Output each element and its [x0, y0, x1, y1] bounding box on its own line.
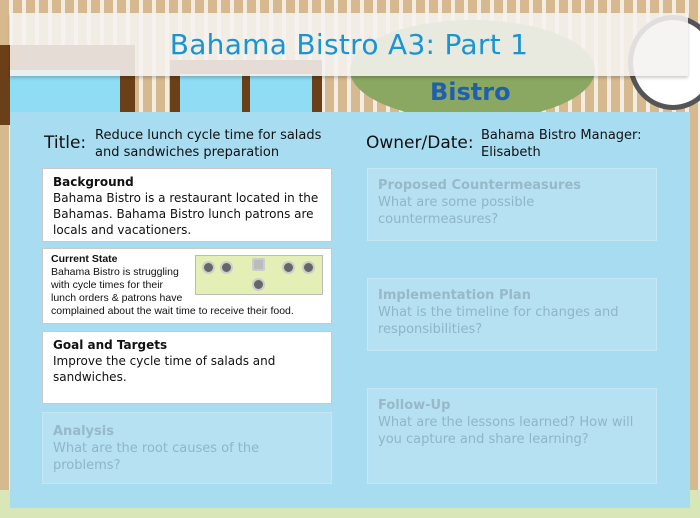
section-heading: Background [53, 175, 134, 189]
page-title: Bahama Bistro A3: Part 1 [169, 28, 529, 61]
section-heading: Goal and Targets [53, 338, 168, 352]
owner-value: Bahama Bistro Manager: Elisabeth [481, 128, 642, 160]
goal-section[interactable] [42, 331, 332, 404]
background-section[interactable] [42, 168, 332, 242]
countermeasures-section[interactable] [367, 168, 657, 241]
section-heading: Proposed Countermeasures [378, 178, 582, 193]
section-text: Improve the cycle time of salads and sandwiches. [53, 354, 276, 384]
section-text: Bahama Bistro is struggling with cycle times for their lunch orders & patrons have complained about the wait time to receive their food. [51, 266, 294, 317]
bistro-logo: Bistro [350, 20, 595, 120]
section-heading: Implementation Plan [378, 288, 531, 303]
section-heading: Analysis [53, 424, 114, 439]
follow-up-section[interactable] [367, 388, 657, 484]
section-text: What are some possible countermeasures? [378, 195, 535, 227]
section-text: What are the root causes of the problems? [53, 441, 260, 473]
section-text: Bahama Bistro is a restaurant located in the Bahamas. Bahama Bistro lunch patrons are locals and vacationers. [53, 191, 319, 237]
title-banner [10, 13, 688, 76]
section-heading: Current State [51, 253, 118, 265]
current-state-section[interactable] [42, 248, 332, 324]
implementation-section[interactable] [367, 278, 657, 351]
analysis-section[interactable] [42, 412, 332, 484]
process-diagram [195, 255, 323, 295]
owner-label: Owner/Date: [366, 133, 474, 153]
section-heading: Follow-Up [378, 398, 451, 413]
title-value: Reduce lunch cycle time for salads and sandwiches preparation [95, 128, 322, 160]
section-text: What is the timeline for changes and responsibilities? [378, 305, 619, 337]
title-label: Title: [44, 133, 87, 153]
section-text: What are the lessons learned? How will you capture and share learning? [378, 415, 634, 447]
